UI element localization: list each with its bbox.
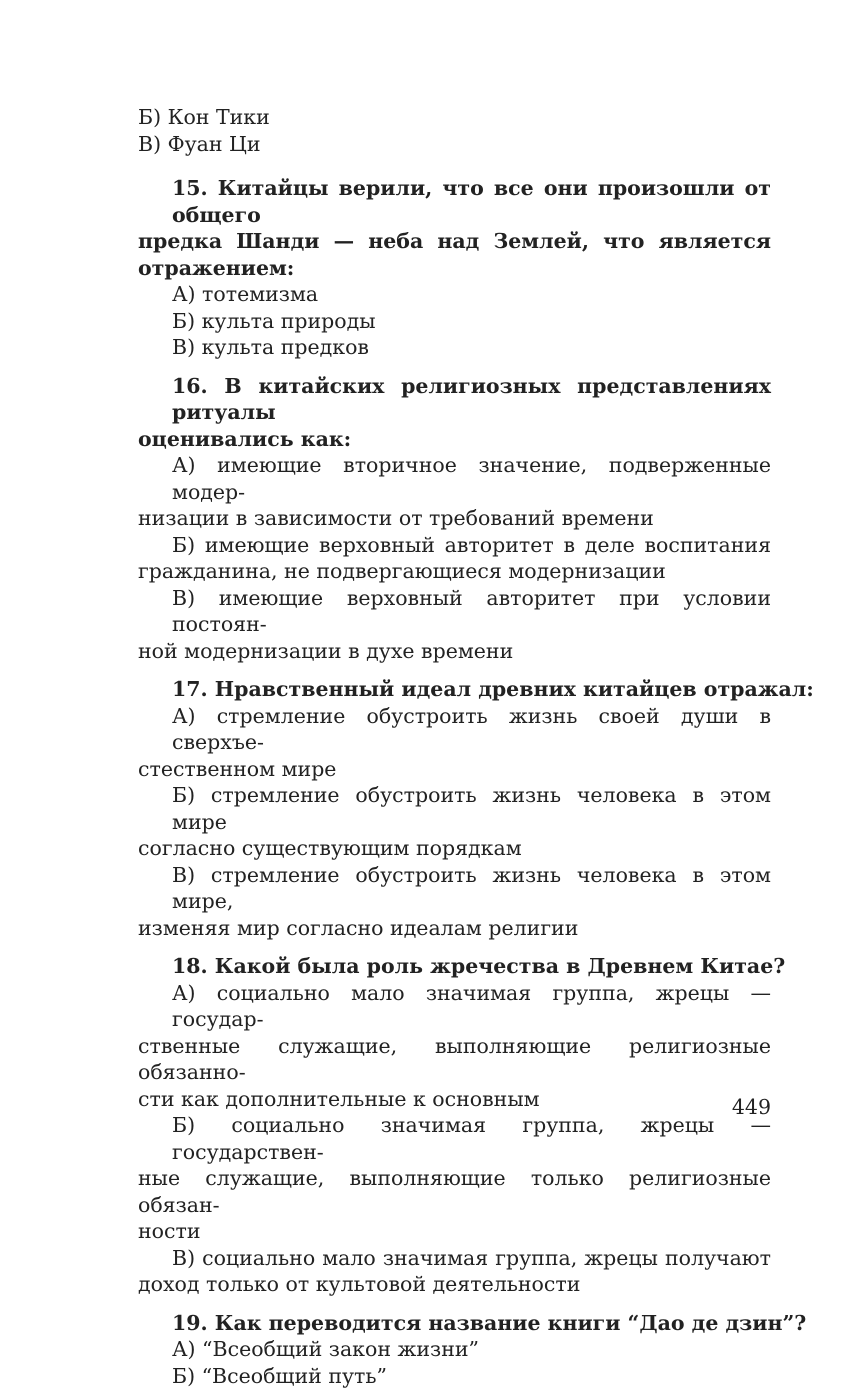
question-18 xyxy=(138,953,771,1298)
option-line: Б) имеющие верховный авторитет в деле воспитания xyxy=(138,532,771,559)
option-line: А) имеющие вторичное значение, подверженные модер- xyxy=(138,452,771,505)
question-title: 15. Китайцы верили, что все они произошли от общего xyxy=(138,175,771,228)
option-line: ности xyxy=(138,1218,771,1245)
option-line: В) культа предков xyxy=(138,334,771,361)
option-line: А) тотемизма xyxy=(138,281,771,308)
option-line: А) стремление обустроить жизнь своей души в сверхъе- xyxy=(138,703,771,756)
option-line: Б) Кон Тики xyxy=(138,104,771,131)
option-line: В) имеющие верховный авторитет при условии постоян- xyxy=(138,585,771,638)
option-line: ной модернизации в духе времени xyxy=(138,638,771,665)
option-line: низации в зависимости от требований времени xyxy=(138,505,771,532)
question-title: 18. Какой была роль жречества в Древнем Китае? xyxy=(138,953,771,980)
question-title: оценивались как: xyxy=(138,426,771,453)
option-line: стественном мире xyxy=(138,756,771,783)
option-line: согласно существующим порядкам xyxy=(138,835,771,862)
option-line: Б) стремление обустроить жизнь человека в этом мире xyxy=(138,782,771,835)
question-title: 17. Нравственный идеал древних китайцев отражал: xyxy=(138,676,771,703)
option-line: доход только от культовой деятельности xyxy=(138,1271,771,1298)
question-19 xyxy=(138,1310,771,1389)
question-title: 19. Как переводится название книги “Дао де дзин”? xyxy=(138,1310,771,1337)
question-15 xyxy=(138,175,771,361)
option-line: В) Фуан Ци xyxy=(138,131,771,158)
option-line: А) “Всеобщий закон жизни” xyxy=(138,1336,771,1363)
question-17 xyxy=(138,676,771,941)
option-line: ственные служащие, выполняющие религиозные обязанно- xyxy=(138,1033,771,1086)
option-line: Б) культа природы xyxy=(138,308,771,335)
question-title: 16. В китайских религиозных представлениях ритуалы xyxy=(138,373,771,426)
option-line: Б) “Всеобщий путь” xyxy=(138,1363,771,1389)
option-line: ные служащие, выполняющие только религиозные обязан- xyxy=(138,1165,771,1218)
page-number: 449 xyxy=(731,1094,771,1120)
option-line: сти как дополнительные к основным xyxy=(138,1086,771,1113)
question-16 xyxy=(138,373,771,665)
option-line: изменяя мир согласно идеалам религии xyxy=(138,915,771,942)
option-line: Б) социально значимая группа, жрецы — государствен- xyxy=(138,1112,771,1165)
page-text xyxy=(138,104,771,1389)
option-line: В) стремление обустроить жизнь человека в этом мире, xyxy=(138,862,771,915)
option-line: В) социально мало значимая группа, жрецы получают xyxy=(138,1245,771,1272)
leading-options xyxy=(138,104,771,157)
question-title: предка Шанди — неба над Землей, что является отражением: xyxy=(138,228,771,281)
option-line: гражданина, не подвергающиеся модернизации xyxy=(138,558,771,585)
option-line: А) социально мало значимая группа, жрецы — государ- xyxy=(138,980,771,1033)
